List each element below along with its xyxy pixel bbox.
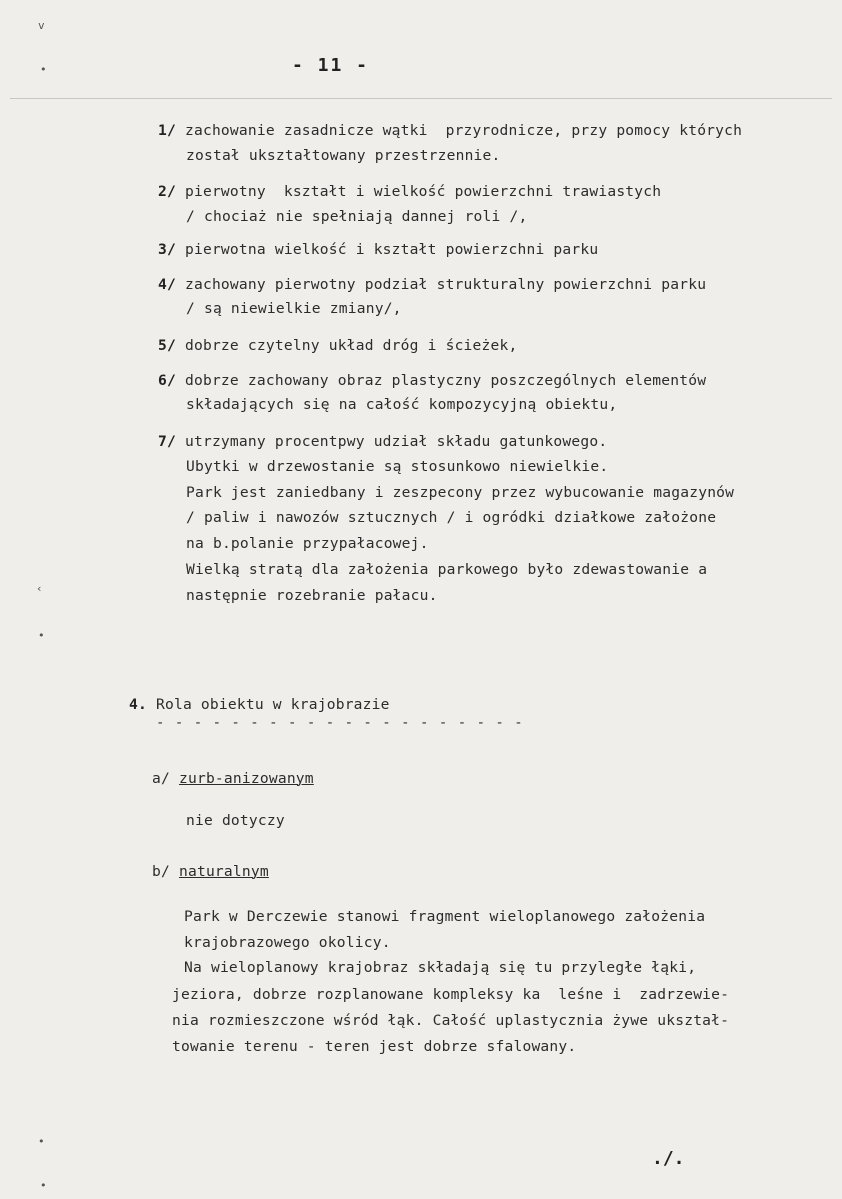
list-item-cont: składających się na całość kompozycyjną obiektu, xyxy=(186,396,618,413)
continuation-mark: ./. xyxy=(652,1148,685,1169)
subsection-a: a/ zurb-anizowanym xyxy=(152,770,314,787)
list-item-cont: Ubytki w drzewostanie są stosunkowo niewielkie. xyxy=(186,458,609,475)
list-item-cont: na b.polanie przypałacowej. xyxy=(186,535,429,552)
paragraph-line: krajobrazowego okolicy. xyxy=(184,934,391,951)
list-item: 4/ zachowany pierwotny podział strukturalny powierzchni parku xyxy=(158,276,707,293)
list-item: 7/ utrzymany procentpwy udział składu gatunkowego. xyxy=(158,433,608,450)
list-item: 5/ dobrze czytelny układ dróg i ścieżek, xyxy=(158,337,518,354)
margin-mark: • xyxy=(40,1179,47,1192)
paragraph-line: Na wieloplanowy krajobraz składają się tu przyległe łąki, xyxy=(184,959,697,976)
list-item: 1/ zachowanie zasadnicze wątki przyrodnicze, przy pomocy których xyxy=(158,122,743,139)
list-item-cont: następnie rozebranie pałacu. xyxy=(186,587,438,604)
subsection-b: b/ naturalnym xyxy=(152,863,269,880)
list-item-cont: / paliw i nawozów sztucznych / i ogródki działkowe założone xyxy=(186,509,717,526)
heading-dashes: - - - - - - - - - - - - - - - - - - - - xyxy=(156,715,524,731)
list-item: 3/ pierwotna wielkość i kształt powierzchni parku xyxy=(158,241,599,258)
paragraph-line: jeziora, dobrze rozplanowane kompleksy ka leśne i zadrzewie- xyxy=(172,986,730,1003)
section-heading: 4. Rola obiektu w krajobrazie xyxy=(129,696,390,713)
paragraph-line: Park w Derczewie stanowi fragment wieloplanowego założenia xyxy=(184,908,706,925)
paragraph-line: towanie terenu - teren jest dobrze sfalowany. xyxy=(172,1038,577,1055)
header-rule xyxy=(10,98,832,99)
list-item-cont: / są niewielkie zmiany/, xyxy=(186,300,402,317)
margin-mark: • xyxy=(38,629,45,642)
margin-mark: • xyxy=(40,63,47,76)
margin-mark: • xyxy=(38,1135,45,1148)
list-item-cont: został ukształtowany przestrzennie. xyxy=(186,147,501,164)
list-item-cont: Wielką stratą dla założenia parkowego było zdewastowanie a xyxy=(186,561,708,578)
paragraph-line: nia rozmieszczone wśród łąk. Całość uplastycznia żywe ukształ- xyxy=(172,1012,730,1029)
subsection-a-text: nie dotyczy xyxy=(186,812,285,829)
list-item: 6/ dobrze zachowany obraz plastyczny poszczególnych elementów xyxy=(158,372,707,389)
page-number: - 11 - xyxy=(292,55,370,76)
margin-mark: ‹ xyxy=(36,582,43,595)
list-item-cont: Park jest zaniedbany i zeszpecony przez wybucowanie magazynów xyxy=(186,484,735,501)
margin-mark: v xyxy=(38,19,45,32)
list-item: 2/ pierwotny kształt i wielkość powierzchni trawiastych xyxy=(158,183,662,200)
list-item-cont: / chociaż nie spełniają dannej roli /, xyxy=(186,208,528,225)
